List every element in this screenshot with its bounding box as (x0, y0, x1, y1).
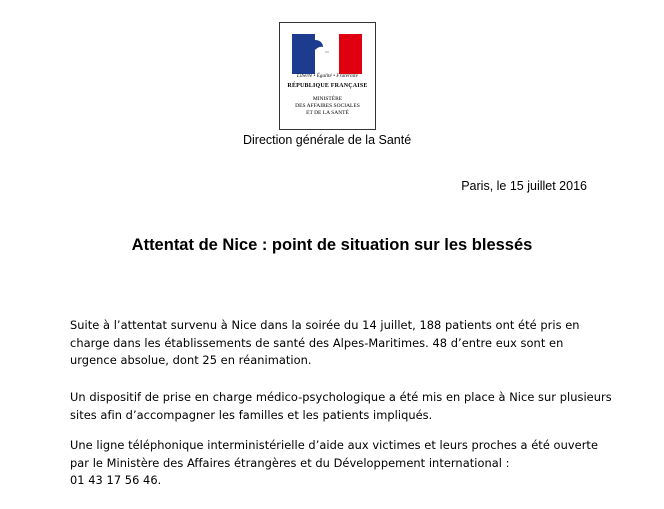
paragraph (70, 389, 612, 424)
document-title: Attentat de Nice : point de situation sur les blessés (131, 236, 533, 254)
paragraph (70, 437, 605, 490)
flag-blue-band (292, 34, 315, 74)
paragraph-line: Une ligne téléphonique interministérielle d’aide aux victimes et leurs proches a été ouverte (70, 438, 599, 452)
direction-name: Direction générale de la Santé (243, 133, 412, 147)
government-logo (279, 22, 376, 130)
paragraph-line: Un dispositif de prise en charge médico-psychologique a été mis en place à Nice sur plusieurs (70, 390, 612, 404)
republic-motto: Liberté • Égalité • Fraternité (297, 74, 358, 79)
document-date: Paris, le 15 juillet 2016 (461, 179, 587, 193)
paragraph (70, 317, 605, 370)
ministry-line: ET DE LA SANTÉ (306, 110, 349, 116)
paragraph-line: urgence absolue, dont 25 en réanimation. (70, 353, 312, 367)
paragraph-line: charge dans les établissements de santé des Alpes-Maritimes. 48 d’entre eux sont en (70, 335, 564, 350)
phone-number: 01 43 17 56 46. (70, 473, 162, 487)
ministry-line: MINISTÈRE (312, 96, 343, 102)
paragraph-line: Suite à l’attentat survenu à Nice dans la soirée du 14 juillet, 188 patients ont été pris en (70, 318, 580, 332)
paragraph-line: par le Ministère des Affaires étrangères et du Développement international : (70, 455, 510, 470)
ministry-line: DES AFFAIRES SOCIALES (295, 103, 360, 109)
paragraph-line: sites afin d’accompagner les familles et les patients impliqués. (70, 407, 433, 422)
flag-red-band (339, 34, 362, 74)
republique-francaise: RÉPUBLIQUE FRANÇAISE (287, 83, 368, 89)
marianne-flag-icon (292, 34, 362, 74)
ministry-name (279, 96, 376, 117)
